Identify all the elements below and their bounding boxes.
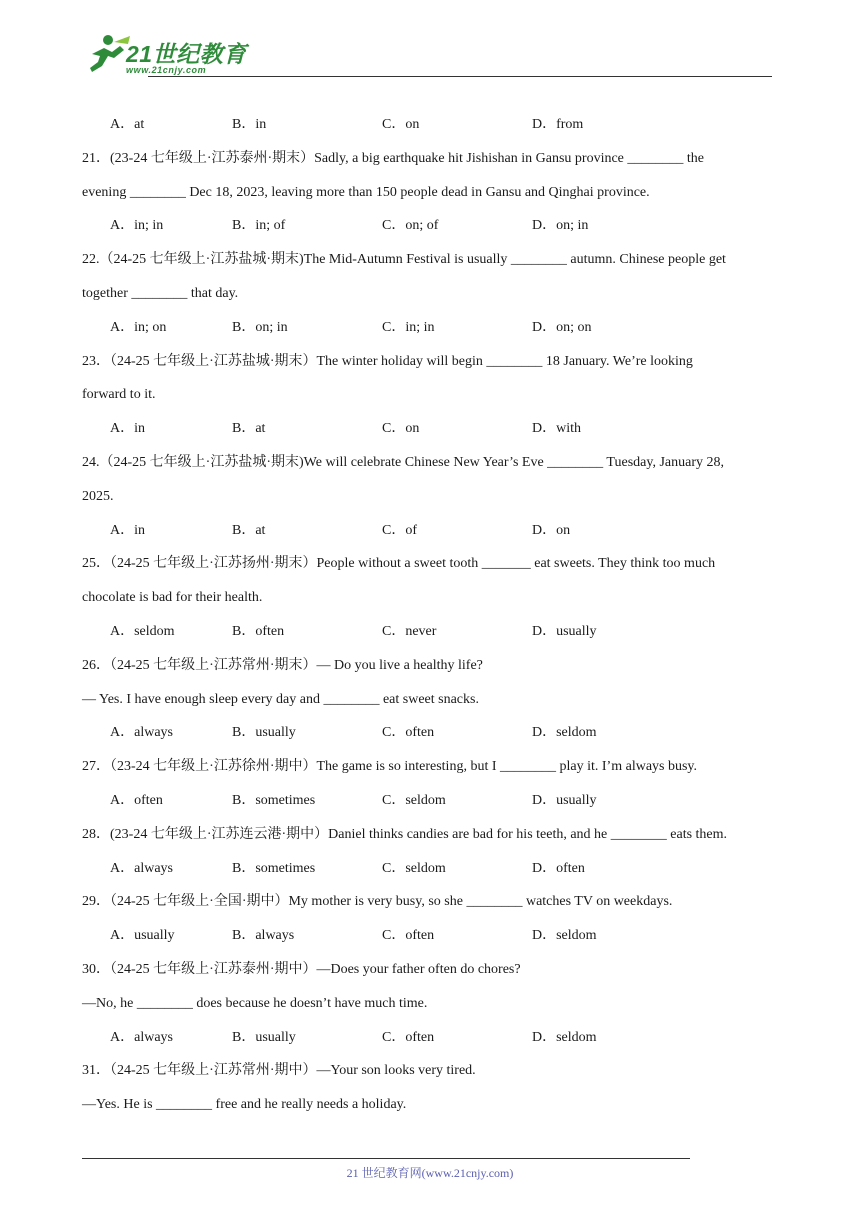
answer-option-a: A．always (110, 1029, 173, 1045)
answer-option-d: D．with (532, 421, 581, 437)
question-line: 29．（24-25 七年级上·全国·期中）My mother is very busy, so she ________ watches TV on weekdays. (82, 894, 673, 910)
logo-text: 21世纪教育 (126, 41, 247, 67)
page-header (78, 30, 772, 78)
answer-option-d: D．seldom (532, 928, 597, 944)
question-line: —No, he ________ does because he doesn’t have much time. (82, 995, 428, 1011)
answer-option-d: D．from (532, 117, 584, 132)
answer-option-a: A．in (110, 522, 145, 538)
answer-option-c: C．in; in (382, 319, 435, 335)
question-line: 25．（24-25 七年级上·江苏扬州·期末）People without a sweet tooth _______ eat sweets. They think too much (82, 556, 716, 572)
answer-option-a: A．in; on (110, 319, 167, 335)
question-line: 31．（24-25 七年级上·江苏常州·期中）—Your son looks very tired. (82, 1063, 476, 1079)
answer-option-d: D．often (532, 860, 585, 876)
answer-option-d: D．on; on (532, 319, 592, 335)
question-line: 21．(23-24 七年级上·江苏泰州·期末）Sadly, a big earthquake hit Jishishan in Gansu province ________ the (82, 150, 705, 166)
answer-options-row (82, 412, 782, 446)
answer-option-c: C．seldom (382, 860, 446, 876)
answer-option-c: C．of (382, 522, 417, 538)
answer-option-a: A．usually (110, 928, 175, 944)
question-line: 26．（24-25 七年级上·江苏常州·期末）— Do you live a healthy life? (82, 657, 483, 673)
answer-options-row (82, 209, 782, 243)
question-line: 2025. (82, 488, 114, 504)
answer-option-a: A．at (110, 117, 145, 132)
answer-option-a: A．in; in (110, 218, 164, 234)
answer-option-b: B．sometimes (232, 860, 316, 876)
answer-option-c: C．never (382, 623, 437, 639)
answer-option-b: B．usually (232, 1029, 296, 1045)
answer-option-c: C．often (382, 725, 435, 741)
header-divider (148, 76, 772, 77)
answer-option-c: C．on; of (382, 218, 439, 234)
answer-option-b: B．sometimes (232, 792, 316, 808)
answer-options-row (82, 311, 782, 345)
answer-option-b: B．in (232, 117, 267, 132)
question-line: —Yes. He is ________ free and he really needs a holiday. (82, 1097, 407, 1113)
answer-option-b: B．often (232, 623, 285, 639)
answer-option-c: C．on (382, 421, 420, 437)
question-line: 27．（23-24 七年级上·江苏徐州·期中）The game is so interesting, but I ________ play it. I’m always busy. (82, 759, 698, 775)
answer-option-b: B．at (232, 522, 266, 538)
answer-option-c: C．seldom (382, 792, 446, 808)
question-line: chocolate is bad for their health. (82, 590, 263, 606)
answer-option-d: D．seldom (532, 1029, 597, 1045)
answer-option-a: A．in (110, 421, 145, 437)
question-list (82, 108, 782, 1122)
question-line: — Yes. I have enough sleep every day and ________ eat sweet snacks. (82, 691, 479, 707)
answer-option-a: A．seldom (110, 623, 175, 639)
answer-options-row (82, 716, 782, 750)
answer-option-b: B．at (232, 421, 266, 437)
question-line: 22.（24-25 七年级上·江苏盐城·期末)The Mid-Autumn Festival is usually ________ autumn. Chinese people get (82, 252, 726, 268)
logo-url: www.21cnjy.com (126, 65, 207, 75)
question-line: evening ________ Dec 18, 2023, leaving more than 150 people dead in Gansu and Qinghai province. (82, 184, 650, 200)
answer-option-c: C．often (382, 928, 435, 944)
question-line: 24.（24-25 七年级上·江苏盐城·期末)We will celebrate Chinese New Year’s Eve ________ Tuesday, January 28, (82, 454, 724, 470)
answer-option-d: D．usually (532, 623, 597, 639)
footer-divider (82, 1158, 690, 1159)
question-line: together ________ that day. (82, 285, 239, 301)
answer-options-row (82, 615, 782, 649)
answer-options-row (82, 514, 782, 548)
footer-text: 21 世纪教育网(www.21cnjy.com) (346, 1166, 514, 1180)
answer-options-row (82, 784, 782, 818)
answer-option-b: B．usually (232, 725, 296, 741)
answer-option-c: C．on (382, 117, 420, 132)
answer-option-a: A．always (110, 860, 173, 876)
answer-options-row (82, 852, 782, 886)
answer-option-a: A．often (110, 792, 163, 808)
answer-options-row (82, 108, 782, 142)
answer-option-d: D．on (532, 522, 571, 538)
answer-option-d: D．on; in (532, 218, 589, 234)
question-line: 23．（24-25 七年级上·江苏盐城·期末）The winter holiday will begin ________ 18 January. We’re looking (82, 353, 693, 369)
question-line: 28．(23-24 七年级上·江苏连云港·期中）Daniel thinks candies are bad for his teeth, and he ________ eats them. (82, 826, 728, 842)
question-line: 30．（24-25 七年级上·江苏泰州·期中）—Does your father often do chores? (82, 961, 521, 977)
answer-option-b: B．always (232, 928, 295, 944)
answer-option-b: B．in; of (232, 218, 286, 234)
answer-option-c: C．often (382, 1029, 435, 1045)
question-line: forward to it. (82, 387, 156, 403)
answer-options-row (82, 1021, 782, 1055)
answer-option-a: A．always (110, 725, 173, 741)
answer-option-d: D．seldom (532, 725, 597, 741)
answer-option-d: D．usually (532, 792, 597, 808)
answer-options-row (82, 919, 782, 953)
answer-option-b: B．on; in (232, 319, 288, 335)
